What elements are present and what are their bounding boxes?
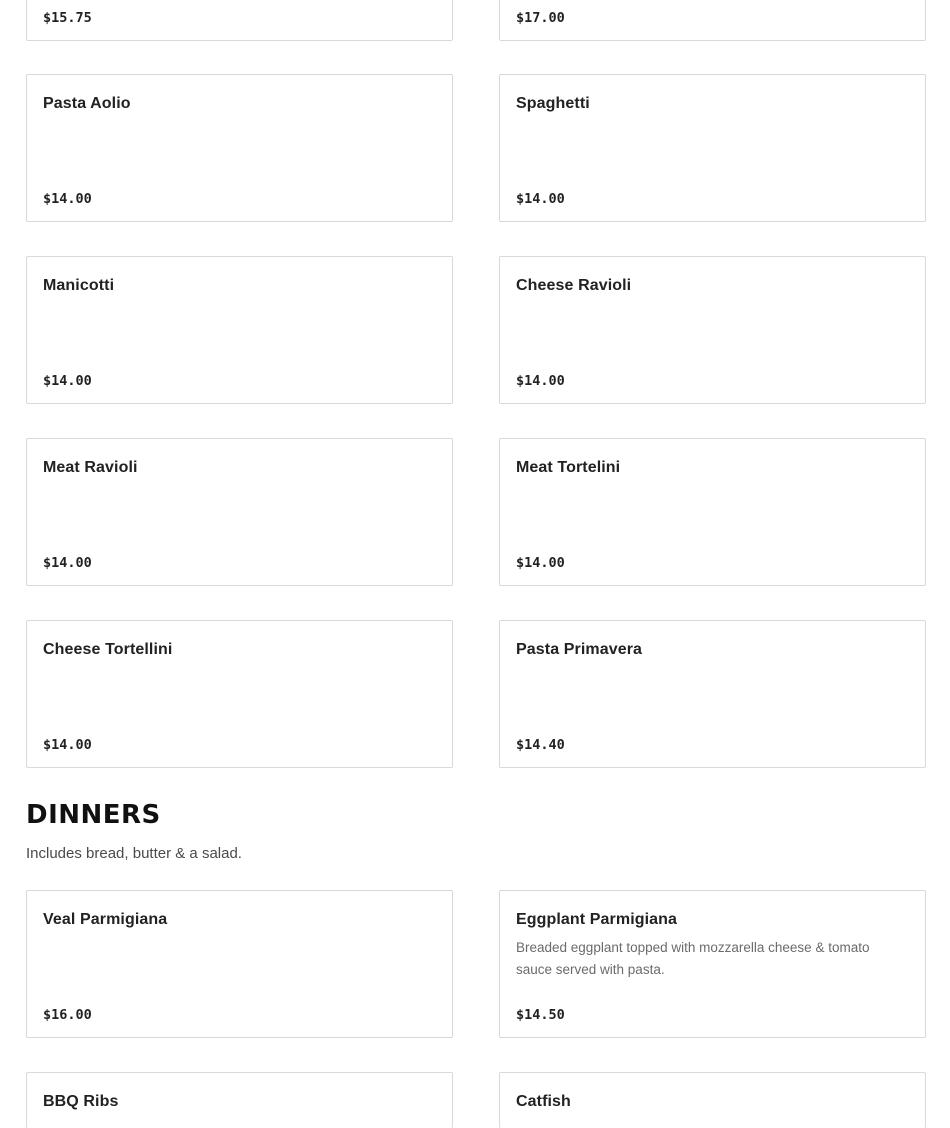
menu-item-price: $14.00	[43, 191, 92, 207]
menu-item-name: Cheese Ravioli	[516, 277, 632, 294]
menu-item-card[interactable]	[499, 1072, 926, 1128]
menu-item-card[interactable]	[26, 256, 453, 404]
menu-item-card[interactable]	[26, 1072, 453, 1128]
menu-item-price: $15.75	[43, 10, 92, 26]
menu-item-price: $14.00	[516, 191, 565, 207]
menu-item-card[interactable]	[499, 74, 926, 222]
menu-item-card[interactable]	[26, 620, 453, 768]
menu-item-price: $14.40	[516, 737, 565, 753]
menu-item-card[interactable]	[499, 438, 926, 586]
menu-item-name: Cheese Tortellini	[43, 641, 173, 658]
menu-item-name: Meat Ravioli	[43, 459, 138, 476]
section-subtitle: Includes bread, butter & a salad.	[26, 845, 242, 862]
menu-item-name: Manicotti	[43, 277, 115, 294]
menu-item-card[interactable]	[499, 890, 926, 1038]
menu-item-name: Catfish	[516, 1093, 571, 1110]
menu-item-card[interactable]	[26, 438, 453, 586]
menu-item-card[interactable]	[499, 256, 926, 404]
menu-item-price: $14.00	[43, 373, 92, 389]
menu-item-card[interactable]	[26, 0, 453, 41]
menu-item-card[interactable]	[26, 74, 453, 222]
menu-item-name: Eggplant Parmigiana	[516, 911, 678, 928]
menu-item-price: $14.00	[43, 737, 92, 753]
menu-item-price: $14.50	[516, 1007, 565, 1023]
menu-item-name: BBQ Ribs	[43, 1093, 119, 1110]
menu-item-name: Veal Parmigiana	[43, 911, 168, 928]
menu-item-card[interactable]	[26, 890, 453, 1038]
menu-item-description: Breaded eggplant topped with mozzarella cheese & tomato sauce served with pasta.	[516, 940, 870, 977]
menu-item-name: Pasta Aolio	[43, 95, 131, 112]
menu-item-card[interactable]	[499, 0, 926, 41]
menu-item-price: $14.00	[516, 373, 565, 389]
menu-item-name: Meat Tortelini	[516, 459, 621, 476]
menu-item-price: $14.00	[516, 555, 565, 571]
menu-item-card[interactable]	[499, 620, 926, 768]
menu-item-price: $16.00	[43, 1007, 92, 1023]
menu-item-name: Spaghetti	[516, 95, 590, 112]
section-title-dinners: DINNERS	[26, 800, 161, 830]
menu-item-price: $17.00	[516, 10, 565, 26]
menu-item-name: Pasta Primavera	[516, 641, 643, 658]
menu-item-price: $14.00	[43, 555, 92, 571]
